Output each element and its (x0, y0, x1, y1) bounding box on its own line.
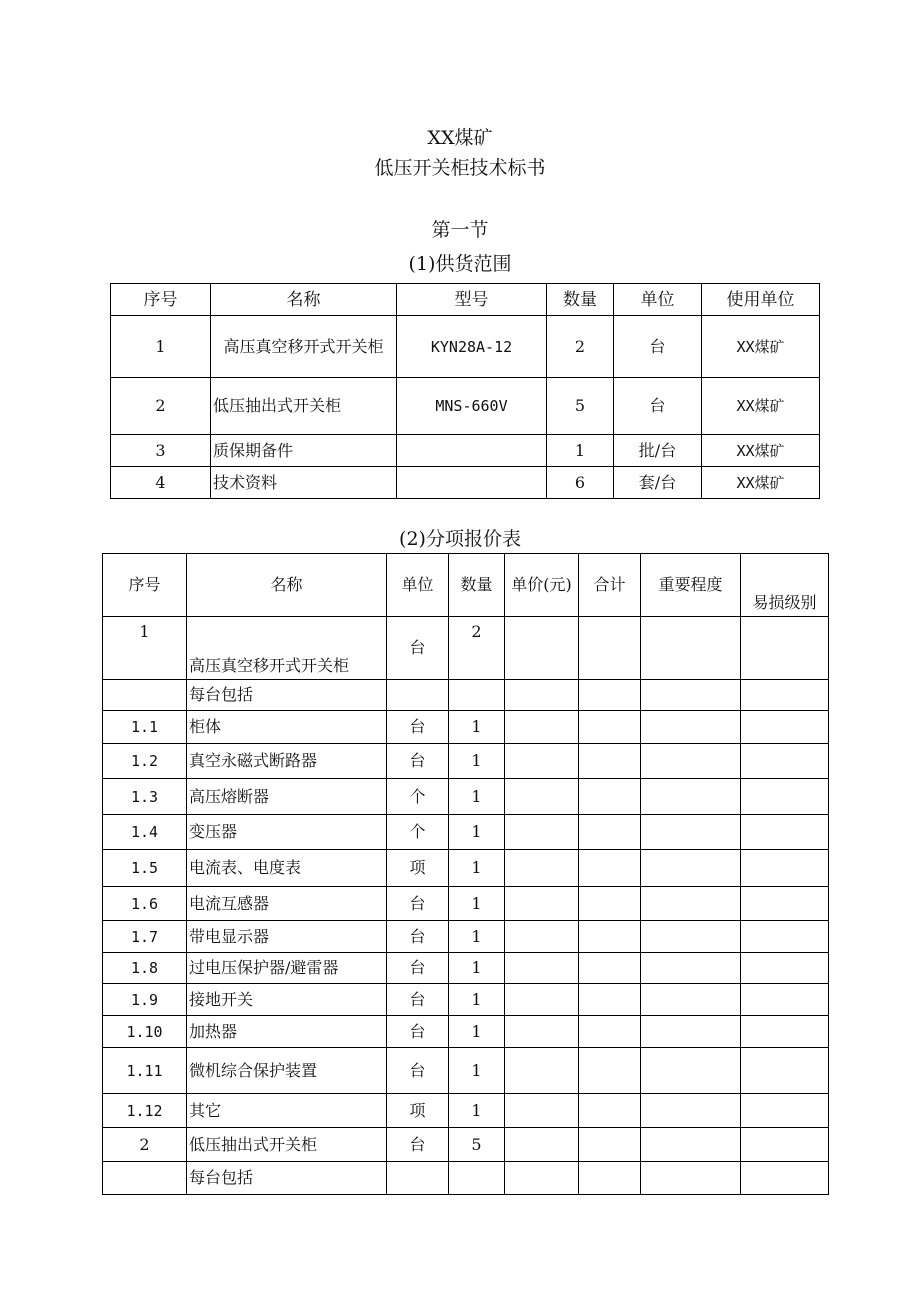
importance-cell (641, 1048, 741, 1094)
wear-level-cell (741, 953, 829, 984)
row-no: 1.3 (103, 779, 187, 815)
row-qty: 2 (449, 617, 505, 680)
row-name: 质保期备件 (211, 435, 397, 467)
row-model (397, 467, 547, 499)
price-cell (505, 921, 579, 953)
total-cell (579, 617, 641, 680)
wear-level-cell (741, 779, 829, 815)
row-name: 技术资料 (211, 467, 397, 499)
row-qty: 1 (449, 815, 505, 850)
importance-cell (641, 1016, 741, 1048)
row-no: 1.9 (103, 984, 187, 1016)
header-cell: 单位 (387, 554, 449, 617)
row-unit: 台 (387, 1016, 449, 1048)
row-name: 加热器 (187, 1016, 387, 1048)
row-qty: 1 (449, 1016, 505, 1048)
row-name: 高压真空移开式开关柜 (211, 316, 397, 378)
row-no: 1.7 (103, 921, 187, 953)
row-no: 1.8 (103, 953, 187, 984)
importance-cell (641, 921, 741, 953)
row-name: 高压真空移开式开关柜 (187, 617, 387, 680)
total-cell (579, 1128, 641, 1162)
importance-cell (641, 1128, 741, 1162)
header-cell: 名称 (211, 284, 397, 316)
row-no: 4 (111, 467, 211, 499)
wear-level-cell (741, 921, 829, 953)
row-qty: 1 (449, 850, 505, 887)
wear-level-cell (741, 744, 829, 779)
importance-cell (641, 1162, 741, 1195)
row-qty: 1 (449, 779, 505, 815)
header-cell: 合计 (579, 554, 641, 617)
row-unit: 台 (387, 1128, 449, 1162)
importance-cell (641, 984, 741, 1016)
row-qty: 1 (449, 984, 505, 1016)
price-cell (505, 1162, 579, 1195)
importance-cell (641, 953, 741, 984)
wear-level-cell (741, 1128, 829, 1162)
header-cell: 重要程度 (641, 554, 741, 617)
total-cell (579, 1048, 641, 1094)
header-cell: 序号 (111, 284, 211, 316)
price-cell (505, 1128, 579, 1162)
row-user: XX煤矿 (702, 435, 820, 467)
row-qty: 1 (449, 744, 505, 779)
wear-level-cell (741, 887, 829, 921)
row-no: 1.12 (103, 1094, 187, 1128)
header-cell: 单位 (614, 284, 702, 316)
row-no: 1.4 (103, 815, 187, 850)
row-unit: 台 (387, 921, 449, 953)
row-name: 真空永磁式断路器 (187, 744, 387, 779)
table-row (103, 1094, 829, 1128)
row-unit: 个 (387, 779, 449, 815)
header-cell: 名称 (187, 554, 387, 617)
supply-table (110, 283, 820, 499)
wear-level-cell (741, 1016, 829, 1048)
header-cell: 型号 (397, 284, 547, 316)
total-cell (579, 815, 641, 850)
section-title: 第一节 (431, 219, 489, 241)
row-name: 带电显示器 (187, 921, 387, 953)
row-unit: 台 (387, 617, 449, 680)
table-header-row (111, 284, 820, 316)
quote-table-title: (2)分项报价表 (399, 528, 521, 550)
importance-cell (641, 1094, 741, 1128)
row-unit: 台 (387, 711, 449, 744)
header-cell: 易损级别 (741, 554, 829, 617)
row-unit (387, 1162, 449, 1195)
price-cell (505, 953, 579, 984)
row-qty: 1 (547, 435, 614, 467)
total-cell (579, 744, 641, 779)
row-name: 变压器 (187, 815, 387, 850)
row-no: 1.5 (103, 850, 187, 887)
table-row (111, 435, 820, 467)
total-cell (579, 1016, 641, 1048)
header-cell: 序号 (103, 554, 187, 617)
table-row (103, 680, 829, 711)
row-no: 1.6 (103, 887, 187, 921)
table-row (103, 921, 829, 953)
row-qty: 1 (449, 1094, 505, 1128)
row-unit: 台 (614, 378, 702, 435)
wear-level-cell (741, 850, 829, 887)
row-model (397, 435, 547, 467)
table-row (103, 711, 829, 744)
table-row (103, 779, 829, 815)
total-cell (579, 850, 641, 887)
row-unit (387, 680, 449, 711)
table-row (103, 1162, 829, 1195)
importance-cell (641, 850, 741, 887)
row-qty: 6 (547, 467, 614, 499)
importance-cell (641, 744, 741, 779)
row-name: 电流表、电度表 (187, 850, 387, 887)
price-cell (505, 887, 579, 921)
wear-level-cell (741, 1094, 829, 1128)
header-cell: 数量 (449, 554, 505, 617)
table-row (111, 467, 820, 499)
importance-cell (641, 887, 741, 921)
row-unit: 个 (387, 815, 449, 850)
price-cell (505, 984, 579, 1016)
row-unit: 台 (387, 887, 449, 921)
row-unit: 台 (387, 953, 449, 984)
row-no: 1.2 (103, 744, 187, 779)
total-cell (579, 921, 641, 953)
row-unit: 台 (387, 744, 449, 779)
wear-level-cell (741, 617, 829, 680)
importance-cell (641, 680, 741, 711)
row-name: 低压抽出式开关柜 (211, 378, 397, 435)
total-cell (579, 711, 641, 744)
table-row (103, 1048, 829, 1094)
row-user: XX煤矿 (702, 467, 820, 499)
table-row (103, 1128, 829, 1162)
total-cell (579, 984, 641, 1016)
row-no: 2 (111, 378, 211, 435)
price-cell (505, 815, 579, 850)
wear-level-cell (741, 711, 829, 744)
table-row (111, 378, 820, 435)
price-cell (505, 1016, 579, 1048)
row-name: 过电压保护器/避雷器 (187, 953, 387, 984)
row-unit: 套/台 (614, 467, 702, 499)
row-name: 电流互感器 (187, 887, 387, 921)
row-user: XX煤矿 (702, 378, 820, 435)
importance-cell (641, 815, 741, 850)
table-row (103, 1016, 829, 1048)
row-no: 1.10 (103, 1016, 187, 1048)
row-name: 其它 (187, 1094, 387, 1128)
row-no: 1.11 (103, 1048, 187, 1094)
price-cell (505, 850, 579, 887)
row-no: 2 (103, 1128, 187, 1162)
total-cell (579, 680, 641, 711)
importance-cell (641, 617, 741, 680)
total-cell (579, 779, 641, 815)
price-cell (505, 680, 579, 711)
row-name: 低压抽出式开关柜 (187, 1128, 387, 1162)
row-no: 1 (103, 617, 187, 680)
total-cell (579, 953, 641, 984)
wear-level-cell (741, 815, 829, 850)
row-unit: 台 (387, 1048, 449, 1094)
row-qty (449, 1162, 505, 1195)
total-cell (579, 1162, 641, 1195)
table-row (103, 953, 829, 984)
row-no: 3 (111, 435, 211, 467)
price-cell (505, 711, 579, 744)
document-title: 低压开关柜技术标书 (374, 157, 546, 179)
table-row (103, 744, 829, 779)
row-qty: 5 (547, 378, 614, 435)
price-cell (505, 1094, 579, 1128)
row-qty: 5 (449, 1128, 505, 1162)
table-row (103, 815, 829, 850)
row-qty: 1 (449, 953, 505, 984)
header-cell: 单价(元) (505, 554, 579, 617)
wear-level-cell (741, 680, 829, 711)
table-header-row (103, 554, 829, 617)
table-row (103, 984, 829, 1016)
row-qty: 1 (449, 921, 505, 953)
row-unit: 项 (387, 1094, 449, 1128)
row-no (103, 680, 187, 711)
row-no: 1 (111, 316, 211, 378)
row-name: 柜体 (187, 711, 387, 744)
row-name: 每台包括 (187, 1162, 387, 1195)
table-row (103, 617, 829, 680)
wear-level-cell (741, 1162, 829, 1195)
price-cell (505, 744, 579, 779)
table-row (103, 850, 829, 887)
importance-cell (641, 779, 741, 815)
supply-scope-title: (1)供货范围 (408, 253, 512, 275)
row-no: 1.1 (103, 711, 187, 744)
row-qty: 2 (547, 316, 614, 378)
quote-table (102, 553, 829, 1195)
row-name: 微机综合保护装置 (187, 1048, 387, 1094)
row-name: 每台包括 (187, 680, 387, 711)
total-cell (579, 887, 641, 921)
row-unit: 台 (614, 316, 702, 378)
importance-cell (641, 711, 741, 744)
header-cell: 使用单位 (702, 284, 820, 316)
company-title: XX煤矿 (427, 127, 493, 149)
total-cell (579, 1094, 641, 1128)
row-name: 接地开关 (187, 984, 387, 1016)
row-unit: 台 (387, 984, 449, 1016)
row-qty: 1 (449, 711, 505, 744)
price-cell (505, 779, 579, 815)
row-qty (449, 680, 505, 711)
row-no (103, 1162, 187, 1195)
row-user: XX煤矿 (702, 316, 820, 378)
row-unit: 项 (387, 850, 449, 887)
wear-level-cell (741, 1048, 829, 1094)
row-model: MNS-660V (397, 378, 547, 435)
wear-level-cell (741, 984, 829, 1016)
header-cell: 数量 (547, 284, 614, 316)
table-row (103, 887, 829, 921)
row-unit: 批/台 (614, 435, 702, 467)
row-name: 高压熔断器 (187, 779, 387, 815)
table-row (111, 316, 820, 378)
row-model: KYN28A-12 (397, 316, 547, 378)
row-qty: 1 (449, 1048, 505, 1094)
row-qty: 1 (449, 887, 505, 921)
price-cell (505, 1048, 579, 1094)
price-cell (505, 617, 579, 680)
